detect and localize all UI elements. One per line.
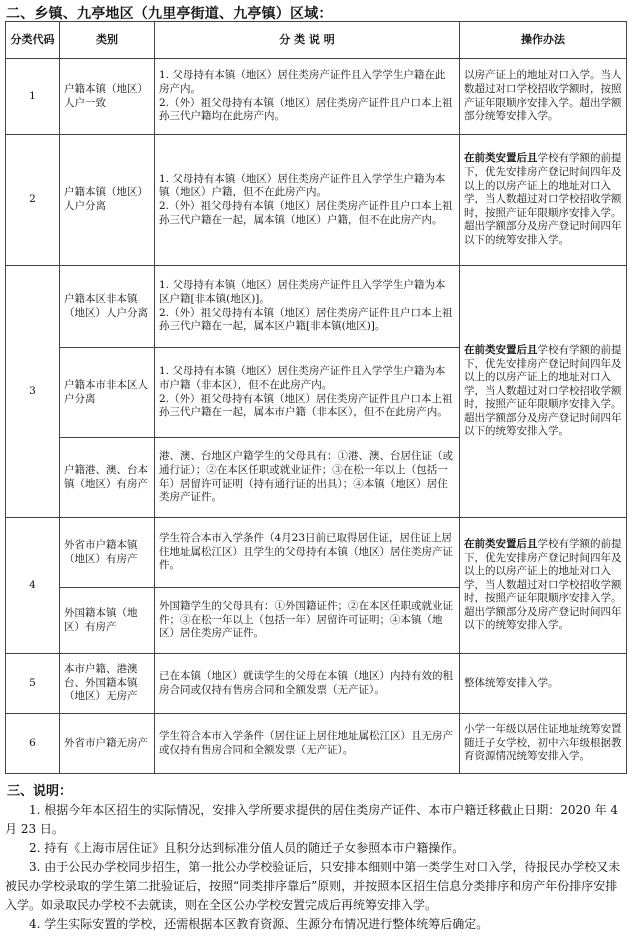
row-description	[155, 266, 460, 348]
header-category: 类别	[60, 22, 155, 59]
desc-line: 2.（外）祖父母持有本镇（地区）居住类房产证件且户口本上祖孙三代户籍在一起，属本镇（地区）户籍，但不在此房产内。	[159, 200, 453, 226]
row-category: 户籍港、澳、台本镇（地区）有房产	[60, 438, 155, 518]
notes-title: 三、说明：	[7, 784, 73, 799]
desc-line: 2.（外）祖父母持有本镇（地区）居住类房产证件且户口本上祖孙三代户籍均在此房产内。	[159, 96, 453, 123]
header-description: 分 类 说 明	[155, 22, 460, 59]
row-category: 外国籍本镇（地区）有房产	[60, 588, 155, 654]
row-description	[155, 438, 460, 518]
desc-line: 外国籍学生的父母具有：①外国籍证件；②在本区任职或就业证件；③在松一年以上（包括一年）居留许可证明；④本镇（地区）居住类房产证件。	[159, 600, 453, 640]
policy-table	[5, 21, 627, 774]
row-category: 外省市户籍无房产	[60, 714, 155, 774]
row-operation	[460, 135, 627, 266]
row-description	[155, 588, 460, 654]
note-item: 3. 由于公民办学校同步招生，第一批公办学校验证后，只安排本细则中第一类学生对口入学，待报民办学校又未被民办学校录取的学生第二批验证后，按照“同类排序靠后”原则，并按照本区招生信息分类排序和房产年份排序安排入学。如录取民办学校不去就读，则在全区公办学校安置完成后再统筹安排入学。	[5, 860, 621, 912]
desc-line: 学生符合本市入学条件（4月23日前已取得居住证，居住证上居住地址属松江区）且学生的父母持有本镇（地区）居住类房产证件。	[159, 532, 453, 572]
row-category: 外省市户籍本镇（地区）有房产	[60, 518, 155, 588]
note-item: 2. 持有《上海市居住证》且积分达到标准分值人员的随迁子女参照本市户籍操作。	[29, 841, 465, 855]
row-category: 户籍本区非本镇（地区）人户分离	[60, 266, 155, 348]
desc-line: 1. 父母持有本镇（地区）居住类房产证件且入学学生户籍为本区户籍[非本镇(地区)]。	[159, 279, 446, 305]
desc-line: 2.（外）祖父母持有本镇（地区）居住类房产证件且户口本上祖孙三代户籍在一起，属本区户籍[非本镇(地区)]。	[159, 306, 453, 333]
op-text: 整体统筹安排入学。	[464, 676, 559, 689]
row-operation	[460, 654, 627, 714]
note-item: 1. 根据今年本区招生的实际情况，安排入学所要求提供的居住类房产证件、本市户籍迁移截止日期：2020 年 4 月 23 日。	[5, 803, 619, 836]
header-code: 分类代码	[6, 22, 60, 59]
row-code: 6	[6, 714, 60, 774]
row-category: 户籍本镇（地区）人户一致	[60, 59, 155, 135]
desc-line: 1. 父母持有本镇（地区）居住类房产证件且入学学生户籍为本市户籍（非本区），但不在此房产内。	[159, 365, 446, 391]
row-code: 3	[6, 266, 60, 518]
row-description	[155, 59, 460, 135]
section-title: 二、乡镇、九亭地区（九里亭街道、九亭镇）区域：	[6, 6, 333, 22]
row-category: 户籍本镇（地区）人户分离	[60, 135, 155, 266]
row-category: 本市户籍、港澳台、外国籍本镇（地区）无房产	[60, 654, 155, 714]
op-bold-text: 在前类安置后且	[464, 152, 538, 165]
row-code: 1	[6, 59, 60, 135]
notes-section	[5, 782, 625, 934]
op-bold-text: 在前类安置后且	[464, 537, 538, 550]
table-row	[6, 654, 627, 714]
op-text: 学校有学额的前提下，优先安排房产登记时间四年及以上的以房产证上的地址对口入学，当人数超过对口学校招收学额时，按照产证年限顺序安排入学。超出学额部分及房产登记时间四年以下的统筹安排入学。	[464, 537, 622, 632]
desc-line: 港、澳、台地区户籍学生的父母具有：①港、澳、台居住证（或通行证）；②在本区任职或就业证件；③在松一年以上（包括一年）居留许可证明（持有通行证的出具）；④本镇（地区）居住类房产证件。	[159, 450, 453, 504]
desc-line: 学生符合本市入学条件（居住证上居住地址属松江区）且无房产或仅持有售房合同和全额发票（无产证）。	[159, 729, 453, 756]
row-operation	[460, 518, 627, 654]
header-operation: 操作办法	[460, 22, 627, 59]
table-row	[6, 714, 627, 774]
op-text: 以房产证上的地址对口入学。当人数超过对口学校招收学额时，按照产证年限顺序安排入学。超出学额部分统筹安排入学。	[464, 69, 622, 123]
row-description	[155, 654, 460, 714]
row-description	[155, 348, 460, 438]
op-text: 学校有学额的前提下，优先安排房产登记时间四年及以上的以房产证上的地址对口入学，当人数超过对口学校招收学额时，按照产证年限顺序安排入学。超出学额部分及房产登记时间四年以下的统筹安排入学。	[464, 152, 622, 246]
row-operation	[460, 59, 627, 135]
op-text: 学校有学额的前提下，优先安排房产登记时间四年及以上的以房产证上的地址对口入学，当人数超过对口学校招收学额时，按照产证年限顺序安排入学。超出学额部分及房产登记时间四年以下的统筹安排入学。	[464, 343, 622, 438]
row-code: 2	[6, 135, 60, 266]
row-description	[155, 714, 460, 774]
row-description	[155, 135, 460, 266]
desc-line: 1. 父母持有本镇（地区）居住类房产证件且入学学生户籍为本镇（地区）户籍，但不在此房产内。	[159, 172, 446, 199]
desc-line: 已在本镇（地区）就读学生的父母在本镇（地区）内持有效的租房合同或仅持有售房合同和全额发票（无产证）。	[159, 669, 453, 696]
row-description	[155, 518, 460, 588]
row-operation	[460, 266, 627, 518]
table-header-row	[6, 22, 627, 59]
desc-line: 2.（外）祖父母持有本镇（地区）居住类房产证件且户口本上祖孙三代户籍在一起，属本市户籍（非本区），但不在此房产内。	[159, 392, 453, 419]
desc-line: 1. 父母持有本镇（地区）居住类房产证件且入学学生户籍在此房产内。	[159, 69, 446, 95]
row-operation	[460, 714, 627, 774]
row-category: 户籍本市非本区人户分离	[60, 348, 155, 438]
row-code: 4	[6, 518, 60, 654]
op-text: 小学一年级以居住证地址统筹安置随迁子女学校，初中六年级根据教育资源情况统筹安排入学。	[464, 723, 622, 763]
row-code: 5	[6, 654, 60, 714]
table-row	[6, 518, 627, 588]
table-row	[6, 59, 627, 135]
table-row	[6, 135, 627, 266]
op-bold-text: 在前类安置后且	[464, 343, 538, 356]
note-item: 4. 学生实际安置的学校，还需根据本区教育资源、生源分布情况进行整体统筹后确定。	[29, 917, 489, 931]
table-row	[6, 266, 627, 348]
